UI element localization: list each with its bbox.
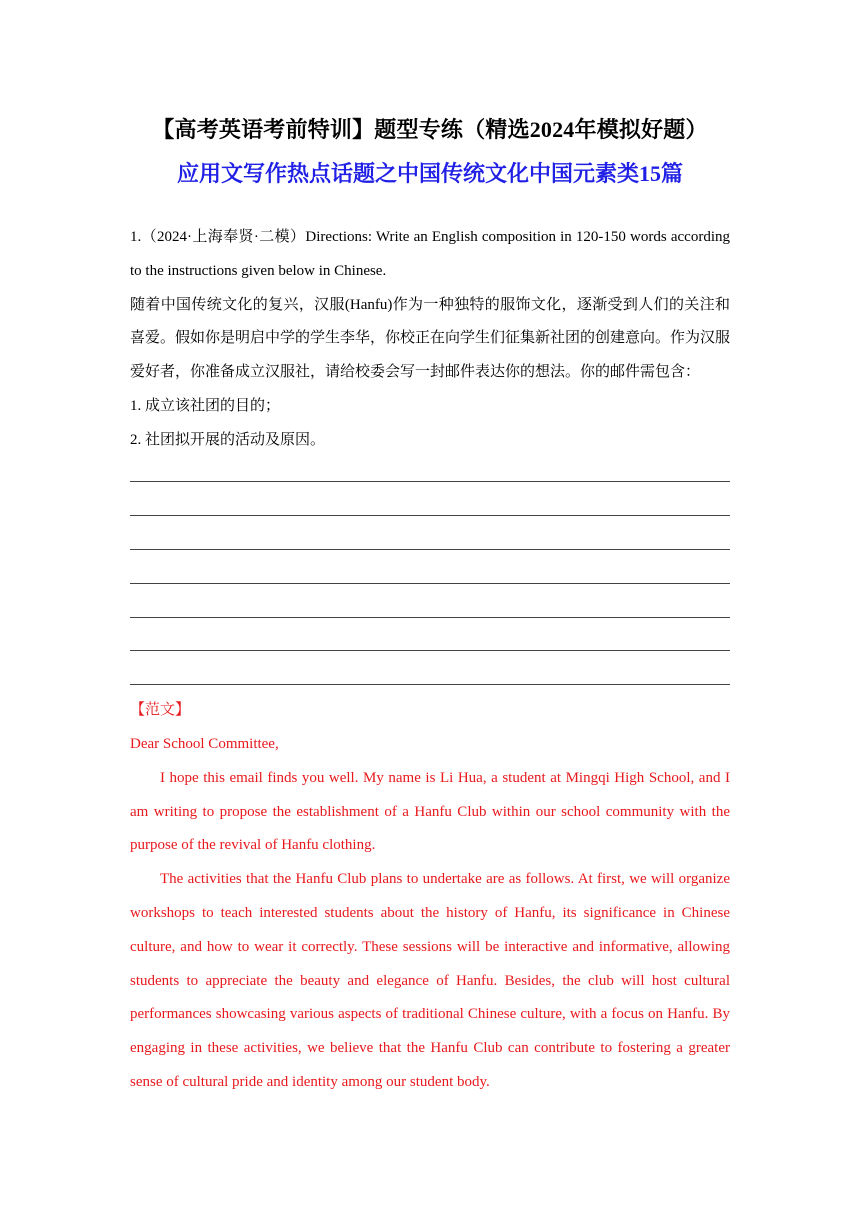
answer-lines xyxy=(130,458,730,695)
question-directions: 1.（2024·上海奉贤·二模）Directions: Write an English composition in 120-150 words according to the instructions given below in Chinese. xyxy=(130,229,730,279)
sample-label: 【范文】 xyxy=(130,702,191,719)
answer-line xyxy=(130,525,730,559)
sample-paragraph-1: I hope this email finds you well. My name is Li Hua, a student at Mingqi High School, and I am writing to propose the establishment of a Hanfu Club within our school community with the purpose of the revival of Hanfu clothing. xyxy=(130,769,730,854)
document-subtitle: 应用文写作热点话题之中国传统文化中国元素类15篇 xyxy=(176,161,683,186)
answer-line xyxy=(130,559,730,593)
answer-line xyxy=(130,627,730,661)
answer-line xyxy=(130,491,730,525)
question-item-2: 2. 社团拟开展的活动及原因。 xyxy=(130,431,326,448)
question-prompt: 随着中国传统文化的复兴，汉服(Hanfu)作为一种独特的服饰文化，逐渐受到人们的关注和喜爱。假如你是明启中学的学生李华，你校正在向学生们征集新社团的创建意向。作为汉服爱好者，你准备成立汉服社，请给校委会写一封邮件表达你的想法。你的邮件需包含： xyxy=(130,296,731,381)
document-body xyxy=(130,221,730,1100)
document-title: 【高考英语考前特训】题型专练（精选2024年模拟好题） xyxy=(152,117,708,142)
sample-paragraph-2: The activities that the Hanfu Club plans to undertake are as follows. At first, we will organize workshops to teach interested students about the history of Hanfu, its significance in Chinese culture, and how to wear it correctly. These sessions will be interactive and informative, allowing students to appreciate the beauty and elegance of Hanfu. Besides, the club will host cultural performances showcasing various aspects of traditional Chinese culture, with a focus on Hanfu. By engaging in these activities, we believe that the Hanfu Club can contribute to fostering a greater sense of cultural pride and identity among our student body. xyxy=(130,871,730,1090)
answer-line xyxy=(130,660,730,694)
question-item-1: 1. 成立该社团的目的； xyxy=(130,397,281,414)
sample-salutation: Dear School Committee, xyxy=(130,735,279,752)
answer-line xyxy=(130,593,730,627)
answer-line xyxy=(130,458,730,492)
